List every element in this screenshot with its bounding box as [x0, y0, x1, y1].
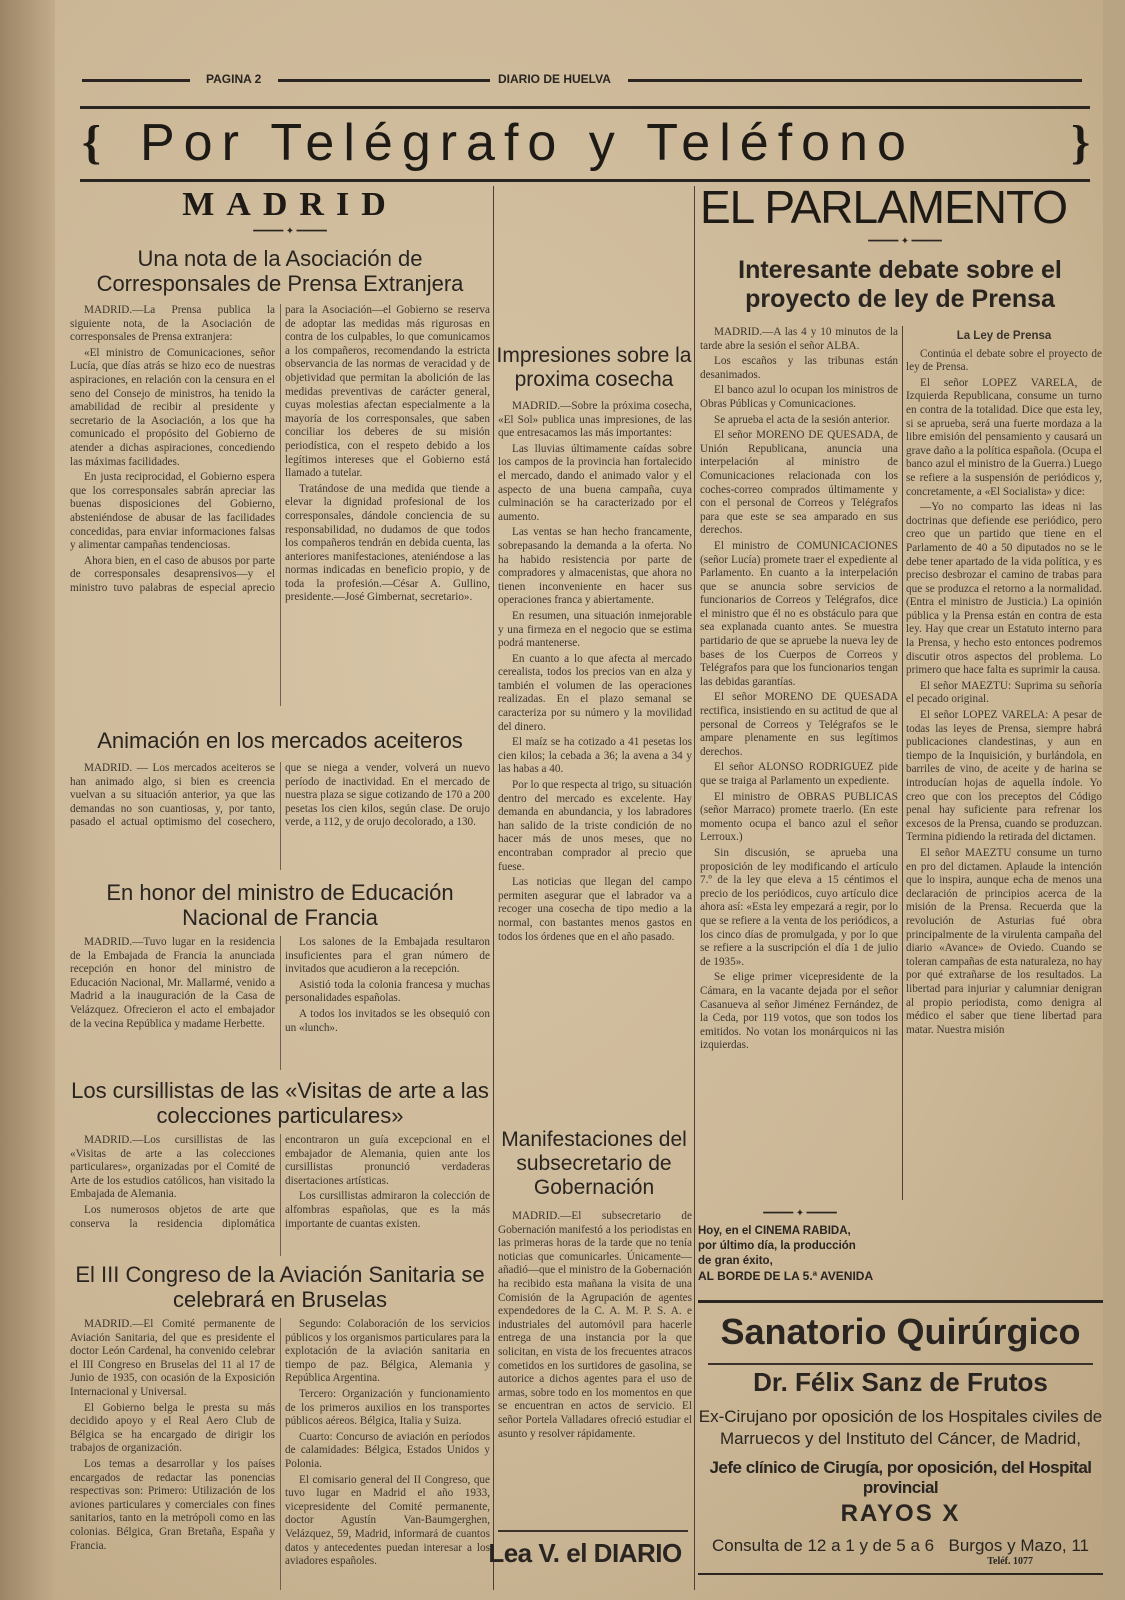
newspaper-name: DIARIO DE HUELVA	[498, 72, 611, 86]
banner-title: Por Telégrafo y Teléfono	[140, 114, 915, 172]
ornament: ━━━━━ ✦ ━━━━━	[763, 1208, 837, 1219]
article-title: En honor del ministro de Educación Nacional de Francia	[106, 880, 454, 931]
article-body: MADRID. — Los mercados aceiteros se han animado algo, si bien es creencia vuelvan a su situación anterior, ya que las demandas no son cuantiosas, y, por tanto, pasado el actual optimismo del cosechero, que se niega a vender, volverá un nuevo período de inactividad. En el mercado de nuestra plaza se sigue cotizando de 170 a 200 pesetas los cien kilos, según clase. De orujo verde, a 112, y de orujo decolorado, a 130.	[70, 762, 490, 829]
madrid-heading: MADRID	[182, 186, 398, 223]
article-title: Los cursillistas de las «Visitas de arte a las colecciones particulares»	[71, 1078, 489, 1129]
article-body: MADRID.—La Prensa publica la siguiente nota, de la Asociación de corresponsales de Prensa extranjera: «El ministro de Comunicaciones, señor Lucía, que días atrás se hizo eco de nuestras aspiraciones, en relación con la censura en el seno del Consejo de ministros, ha tenido la amabilidad de recibir al presidente y secretario de la Asociación, a los que ha comunicado el propósito del Gobierno de atender a dichas aspiraciones, concediendo las máximas facilidades. En justa reciprocidad, el Gobierno espera que los corresponsales sabrán apreciar las buenas disposiciones del Gobierno, absteniéndose de abusar de las facilidades concedidas, para enviar informaciones falsas y alimentar campañas tendenciosas. Ahora bien, en el caso de abusos por parte de corresponsales desaprensivos—y el ministro tuvo palabras de especial aprecio para la Asociación—el Gobierno se reserva de adoptar las medidas más rigurosas en contra de los culpables, lo que comunicamos a los compañeros, recomendando la estricta observancia de las normas de veracidad y de objetividad que permitan la abolición de las medidas preventivas de carácter general, cuyas molestias afectan especialmente a la mayoría de los corresponsales, que saben conciliar los deberes de su misión periodística, con el respeto debido a los legítimos intereses que el Gobierno está llamado a tutelar. Tratándose de una medida que tiende a elevar la dignidad profesional de los corresponsales, dándole conciencia de su responsabilidad, no dudamos de que todos los compañeros tendrán en debida cuenta, las anteriores manifestaciones, ateniéndose a las normas indicadas en beneficio propio, y de toda la profesión.—César A. Gullino, presidente.—José Gimbernat, secretario».	[70, 304, 490, 604]
read-the-diario-ad: Lea V. el DIARIO	[488, 1538, 682, 1568]
article-body: MADRID.—Los cursillistas de las «Visitas de arte a las colecciones particulares», organizadas por el Comité de Arte de los estudios católicos, han visitado la Embajada de Alemania. Los numerosos objetos de arte que conserva la residencia diplomática encontraron un guía excepcional en el embajador de Alemania, quien ante los cursillistas pronunció verdaderas disertaciones artísticas. Los cursillistas admiraron la colección de alfombras españolas, que es la más importante de cuantas existen.	[70, 1134, 490, 1230]
doctor-name: Dr. Félix Sanz de Frutos	[753, 1367, 1048, 1397]
article-title: Interesante debate sobre el proyecto de ley de Prensa	[738, 256, 1062, 313]
column-rule	[493, 186, 494, 1590]
cinema-ad: Hoy, en el CINEMA RABIDA, por último día, la producción de gran éxito, AL BORDE DE LA 5.ª AVENIDA	[698, 1225, 874, 1283]
article-body: MADRID.—A las 4 y 10 minutos de la tarde abre la sesión el señor ALBA. Los escaños y las tribunas están desanimados. El banco azul lo ocupan los ministros de Obras Públicas y Comunicaciones. Se aprueba el acta de la sesión anterior. El señor MORENO DE QUESADA, de Unión Republicana, anuncia una interpelación al ministro de Comunicaciones relacionada con los coches-correo comprados últimamente y con el personal de Correos y Telégrafos para que este se sea amparado en sus derechos. El ministro de COMUNICACIONES (señor Lucía) promete traer el expediente al Parlamento. En cuanto a la interpelación que se anuncia sobre servicios de funcionarios de Correos y Telégrafos, dice el ministro que él no es obstáculo para que sea explanada cuanto antes. Se muestra partidario de que se apruebe la nueva ley de bases de los Cuerpos de Correos y Telégrafos para que los funcionarios tengan las debidas garantías. El señor MORENO DE QUESADA rectifica, insistiendo en su actitud de que al personal de Correos y Telégrafos se le ampare plenamente en sus legítimos derechos. El señor ALONSO RODRIGUEZ pide que se traiga al Parlamento un expediente. El ministro de OBRAS PUBLICAS (señor Marraco) promete traerlo. (En este momento ocupa el banco azul el señor Lerroux.) Sin discusión, se aprueba una proposición de ley modificando el artículo 7.º de la ley que eleva a 15 céntimos el precio de los periódicos, cuyo artículo dice ahora así: «Esta ley empezará a regir, por lo que se refiere a la venta de los periódicos, a los cinco días de promulgada, y por lo que se refiere a la suscripción el día 1 de julio de 1935». Se elige primer vicepresidente de la Cámara, en la vacante dejada por el señor Casanueva al señor Jiménez Fernández, de la Ceda, por 119 votos, que son todos los emitidos. No votan los monárquicos ni las izquierdas.	[700, 326, 898, 1052]
subhead: La Ley de Prensa	[956, 330, 1052, 342]
article-title: Manifestaciones del subsecretario de Gobernación	[501, 1128, 687, 1200]
ornament: ━━━━━ ✦ ━━━━━	[868, 236, 942, 247]
sanatorio-ad: Sanatorio Quirúrgico Dr. Félix Sanz de Frutos Ex-Cirujano por oposición de los Hospitales civiles de Marruecos y del Instituto del Cáncer, de Madrid, Jefe clínico de Cirugía, por oposición, del Hospital provincial RAYOS X Consulta de 12 a 1 y de 5 a 6 Burgos y Mazo, 11 Teléf. 1077	[698, 1300, 1103, 1575]
right-page-edge	[1103, 0, 1125, 1600]
left-page-edge	[0, 0, 55, 1600]
column-rule	[902, 326, 903, 1200]
article-body: MADRID.—El Comité permanente de Aviación Sanitaria, del que es presidente el doctor León Cardenal, ha convenido celebrar el III Congreso en Bruselas del 11 al 17 de Junio de 1935, con ocasión de la Exposición Internacional y Universal. El Gobierno belga le presta su más decidido apoyo y el Real Aero Club de Bélgica se ha encargado de dirigir los trabajos de organización. Los temas a desarrollar y los países encargados de redactar las ponencias respectivas son: Primero: Utilización de los aviones particulares y comerciales con fines sanitarios, tanto en la metrópoli como en las colonias. Bélgica, Gran Bretaña, España y Francia. Segundo: Colaboración de los servicios públicos y los organismos particulares para la explotación de la aviación sanitaria en tiempo de paz. Bélgica, Alemania y República Argentina. Tercero: Organización y funcionamiento de los primeros auxilios en los transportes públicos aéreos. Bélgica, Italia y Suiza. Cuarto: Concurso de aviación en períodos de calamidades: Bélgica, Estados Unidos y Polonia. El comisario general del II Congreso, que tuvo lugar en Madrid el año 1933, vicepresidente del Comité permanente, doctor Agustín Van-Baumgerghen, Velázquez, 59, Madrid, informará de cuantos datos y antecedentes puedan interesar a los aviadores españoles.	[70, 1318, 490, 1568]
article-title: El III Congreso de la Aviación Sanitaria se celebrará en Bruselas	[75, 1262, 485, 1313]
article-title: Impresiones sobre la proxima cosecha	[496, 344, 692, 392]
rule	[498, 1530, 688, 1532]
article-title: Animación en los mercados aceiteros	[97, 728, 463, 753]
section-banner: { Por Telégrafo y Teléfono }	[80, 106, 1090, 182]
folio-line	[82, 72, 1082, 88]
parlamento-heading: EL PARLAMENTO	[700, 181, 1068, 233]
article-body: MADRID.—Sobre la próxima cosecha, «El Sol» publica unas impresiones, de las que entresacamos las más importantes: Las lluvias últimamente caídas sobre los campos de la provincia han fortalecido el mercado, dando el animado valor y el aspecto de una buena campaña, cuya culminación se ha caracterizado por el aumento. Las ventas se han hecho francamente, sobrepasando la demanda a la oferta. No ha habido resistencia por parte de compradores y almacenistas, que ahora no tienen inconveniente en hacer sus operaciones franca y abiertamente. En resumen, una situación inmejorable y una firmeza en el negocio que se estima podrá mantenerse. En cuanto a lo que afecta al mercado cerealista, todos los precios van en alza y también el volumen de las operaciones realizadas. En el plazo semanal se caracteriza por su número y la movilidad del dinero. El maíz se ha cotizado a 41 pesetas los cien kilos; la cebada a 36; la avena a 34 y las habas a 40. Por lo que respecta al trigo, su situación dentro del mercado es excelente. Hay demanda en abundancia, y los labradores han salido de la triste condición de no hacer más de unos meses, que no encontraban comprador al precio que fuese. Las noticias que llegan del campo permiten asegurar que el labrador va a recoger una cosecha de tipo medio a la normal, con bastantes menos gastos en todos los órdenes que en el año pasado.	[498, 400, 692, 943]
article-body: La Ley de Prensa Continúa el debate sobre el proyecto de ley de Prensa. El señor LOPEZ VARELA, de Izquierda Republicana, consume un turno en contra de la totalidad. Dice que esta ley, si se aprueba, será una fuerte mordaza a la libre emisión del pensamiento y causará un grave daño a la política española. (Ocupa el banco azul el ministro de la Guerra.) Luego se refiere a la suspensión de periódicos y, concretamente, a «El Socialista» y dice: —Yo no comparto las ideas ni las doctrinas que defiende ese periódico, pero creo que un partido que tiene en el Parlamento de 40 a 50 diputados no se le debe tener apartado de la vida política, y es preciso desbrozar el camino de trabas para que se produzca el retorno a la normalidad. (Entra el ministro de Justicia.) La opinión pública y la Prensa están en contra de esta ley. Hay que crear un Estatuto interno para la Prensa, y hecho esto entonces podremos discutir otros aspectos del problema. Lo primero que hace falta es suprimir la causa. El señor MAEZTU: Suprima su señoría el pecado original. El señor LOPEZ VARELA: A pesar de todas las leyes de Prensa, siempre habrá publicaciones clandestinas, y aun en tiempo de la Inquisición, y burlándola, en barriles de vino, de aceite y de harina se introducían hojas de aquella índole. Yo creo que con los preceptos del Código penal hay suficiente para refrenar los excesos de la Prensa, cuando se produzcan. Termina pidiendo la retirada del dictamen. El señor MAEZTU consume un turno en pro del dictamen. Aplaude la intención que lo inspira, aunque echa de menos una declaración de principios acerca de la misión de la Prensa. Recuerda que la revolución de Asturias fué obra principalmente de la virulenta campaña del diario «Avance» de Oviedo. Cuando se toleran campañas de esta naturaleza, no hay por qué extrañarse de los resultados. La libertad para injuriar y calumniar denigran al propio periodista, como denigra al médico el saber que tiene libertad para matar. Nuestra misión	[906, 330, 1102, 1036]
article-body: MADRID.—El subsecretario de Gobernación manifestó a los periodistas en las primeras horas de la tarde que no tenía noticias que comunicarles. Únicamente—añadió—que el ministro de la Gobernación ha recibido esta mañana la visita de una Comisión de la Agrupación de agentes expendedores de la C. A. M. P. S. A. e industriales del automóvil para hacerle entrega de una instancia por la que solicitan, en vista de los frecuentes atracos cometidos en los surtidores de gasolina, se autorice a dichos agentes para el uso de armas, sobre todo en los momentos en que se encuentran en actos de servicio. El señor Portela Valladares ofreció estudiar el asunto y resolver rápidamente.	[498, 1210, 692, 1440]
page-number: PAGINA 2	[206, 72, 262, 86]
column-rule	[694, 186, 695, 1590]
article-title: Una nota de la Asociación de Corresponsales de Prensa Extranjera	[96, 246, 464, 297]
ornament: ━━━━━ ✦ ━━━━━	[253, 226, 327, 237]
sanatorio-title: Sanatorio Quirúrgico	[720, 1311, 1081, 1352]
article-body: MADRID.—Tuvo lugar en la residencia de la Embajada de Francia la anunciada recepción en honor del ministro de Educación Nacional, Mr. Mallarmé, venido a Madrid a la inauguración de la Casa de Velázquez. Ofrecieron el acto el embajador de la vecina República y madame Herbette. Los salones de la Embajada resultaron insuficientes para el gran número de invitados que acudieron a la recepción. Asistió toda la colonia francesa y muchas personalidades españolas. A todos los invitados se les obsequió con un «lunch».	[70, 936, 490, 1034]
